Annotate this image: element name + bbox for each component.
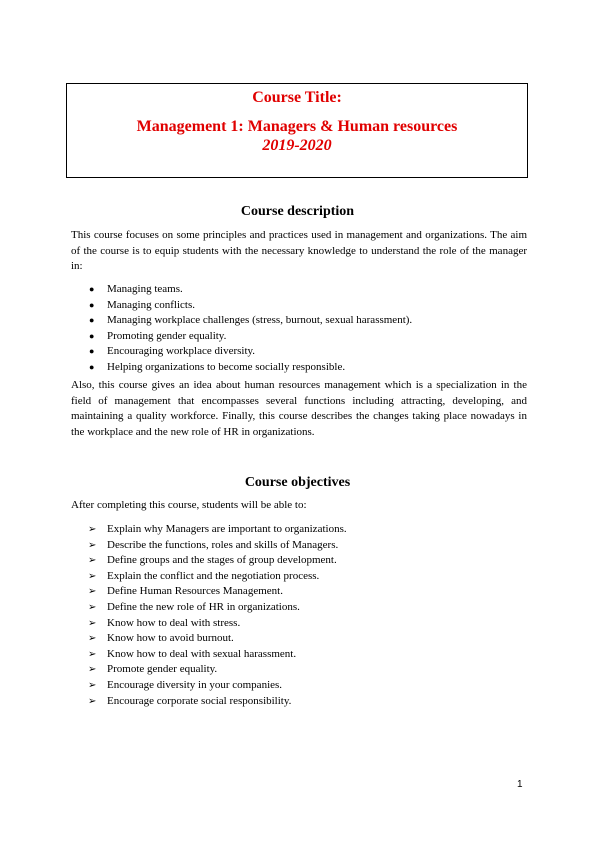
description-list-item-text: Managing workplace challenges (stress, burnout, sexual harassment). <box>107 314 413 327</box>
bullet-icon: ● <box>89 361 95 372</box>
description-list-item <box>0 282 412 298</box>
objectives-list-item-text: Explain the conflict and the negotiation process. <box>107 569 320 582</box>
description-list-item <box>0 298 412 314</box>
objectives-list-item-text: Define groups and the stages of group development. <box>107 554 337 567</box>
bullet-icon: ● <box>89 299 95 310</box>
description-list-item-text: Promoting gender equality. <box>107 329 227 342</box>
objectives-intro: After completing this course, students will be able to: <box>71 499 307 511</box>
bullet-icon: ➢ <box>88 695 97 707</box>
bullet-icon: ● <box>89 346 95 357</box>
bullet-icon: ➢ <box>88 648 97 660</box>
description-list-item-text: Managing teams. <box>107 283 183 295</box>
course-year: 2019-2020 <box>262 137 332 154</box>
description-list-item <box>0 329 412 345</box>
description-list-item-text: Managing conflicts. <box>107 298 195 311</box>
bullet-icon: ➢ <box>88 555 97 567</box>
bullet-icon: ➢ <box>88 586 97 598</box>
objectives-list-item <box>0 616 347 632</box>
objectives-list-item <box>0 538 347 554</box>
objectives-heading: Course objectives <box>244 475 351 490</box>
description-list-item <box>0 313 412 329</box>
objectives-list-item-text: Promote gender equality. <box>107 663 218 676</box>
description-list-item-text: Encouraging workplace diversity. <box>107 345 256 358</box>
description-heading: Course description <box>240 204 355 219</box>
objectives-list-item <box>0 600 347 616</box>
objectives-list-item <box>0 694 347 710</box>
description-paragraph-2: Also, this course gives an idea about human resources management which is a specialization in the field of management that encompasses several functions including attracting, developing, and maintaining a quality workforce. Finally, this course describes the changes taking place nowadays in the workplace and the new role of HR in organizations. <box>71 379 527 439</box>
objectives-list-item-text: Define Human Resources Management. <box>107 585 283 598</box>
course-title-label: Course Title: <box>252 89 342 106</box>
bullet-icon: ➢ <box>88 633 97 645</box>
bullet-icon: ➢ <box>88 570 97 582</box>
objectives-list-item-text: Encourage corporate social responsibility. <box>107 694 292 707</box>
bullet-icon: ➢ <box>88 601 97 613</box>
bullet-icon: ➢ <box>88 524 97 535</box>
objectives-list-item <box>0 678 347 694</box>
objectives-list-item <box>0 569 347 585</box>
objectives-list-item <box>0 662 347 678</box>
objectives-list-item <box>0 553 347 569</box>
bullet-icon: ➢ <box>88 539 97 551</box>
page-number: 1 <box>517 779 523 790</box>
objectives-list-item-text: Encourage diversity in your companies. <box>107 678 283 691</box>
course-name: Management 1: Managers & Human resources <box>136 118 458 135</box>
description-paragraph-1: This course focuses on some principles and practices used in management and organizations. The aim of the course is to equip students with the necessary knowledge to understand the role of the manager in: <box>71 229 527 273</box>
course-title-box <box>66 83 528 178</box>
objectives-list-item-text: Know how to deal with sexual harassment. <box>107 647 297 660</box>
objectives-list-item-text: Define the new role of HR in organizations. <box>107 600 300 613</box>
bullet-icon: ➢ <box>88 664 97 676</box>
description-list-item <box>0 344 412 360</box>
objectives-list-item-text: Know how to deal with stress. <box>107 616 241 629</box>
objectives-list-item-text: Know how to avoid burnout. <box>107 632 234 645</box>
objectives-list-item <box>0 522 347 538</box>
bullet-icon: ● <box>89 330 95 341</box>
objectives-list-item-text: Explain why Managers are important to organizations. <box>107 523 347 535</box>
objectives-list <box>0 522 347 709</box>
description-list-item-text: Helping organizations to become socially responsible. <box>107 360 346 373</box>
bullet-icon: ➢ <box>88 617 97 629</box>
bullet-icon: ➢ <box>88 679 97 691</box>
objectives-list-item <box>0 631 347 647</box>
bullet-icon: ● <box>89 284 95 294</box>
description-list-item <box>0 360 412 376</box>
description-list <box>0 282 412 376</box>
objectives-list-item <box>0 647 347 663</box>
objectives-list-item <box>0 584 347 600</box>
bullet-icon: ● <box>89 315 95 326</box>
objectives-list-item-text: Describe the functions, roles and skills of Managers. <box>107 538 339 551</box>
